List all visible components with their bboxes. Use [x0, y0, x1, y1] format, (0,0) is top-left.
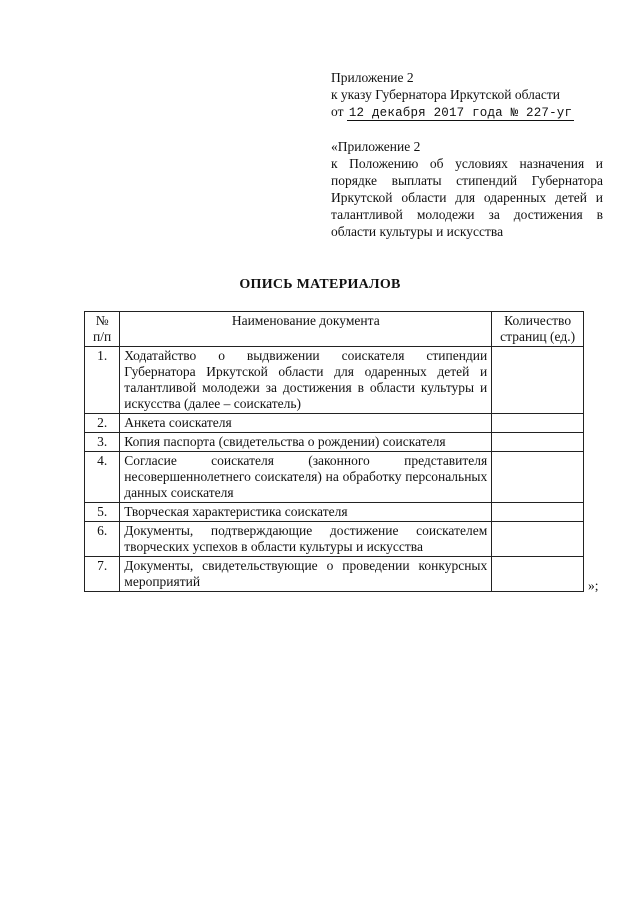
header-count: Количество страниц (ед.) [492, 312, 584, 347]
row-count [492, 347, 584, 414]
row-num: 5. [85, 503, 120, 522]
decree-date-stamp: 12 декабря 2017 года № 227-уг [348, 106, 573, 120]
row-count [492, 503, 584, 522]
table-row [85, 414, 584, 433]
annex-text: к Положению об условиях назначения и порядке выплаты стипендий Губернатора Иркутской области для одаренных детей и талантливой молодежи за достижения в области культуры и искусства [331, 156, 603, 239]
row-count [492, 522, 584, 557]
row-num: 3. [85, 433, 120, 452]
table-row [85, 557, 584, 592]
row-doc: Копия паспорта (свидетельства о рождении) соискателя [120, 433, 492, 452]
row-doc: Согласие соискателя (законного представителя несовершеннолетнего соискателя) на обработку персональных данных соискателя [120, 452, 492, 503]
header-doc: Наименование документа [120, 312, 492, 347]
row-doc: Документы, свидетельствующие о проведении конкурсных мероприятий [120, 557, 492, 592]
table-row [85, 433, 584, 452]
decree-date-prefix: от [331, 104, 344, 119]
table-row [85, 347, 584, 414]
row-num: 6. [85, 522, 120, 557]
header-num: № п/п [85, 312, 120, 347]
decree-reference: к указу Губернатора Иркутской области [331, 87, 560, 102]
decree-date-line [331, 103, 601, 122]
appendix-label: Приложение 2 [331, 70, 414, 85]
row-count [492, 414, 584, 433]
row-num: 1. [85, 347, 120, 414]
annex-block [331, 138, 603, 240]
row-count [492, 452, 584, 503]
row-count [492, 557, 584, 592]
row-doc: Ходатайство о выдвижении соискателя стипендии Губернатора Иркутской области для одаренных детей и талантливой молодежи за достижения в области культуры и искусства (далее – соискатель) [120, 347, 492, 414]
annex-label: «Приложение 2 [331, 139, 421, 154]
row-doc: Анкета соискателя [120, 414, 492, 433]
table-header-row [85, 312, 584, 347]
page-title: ОПИСЬ МАТЕРИАЛОВ [239, 277, 401, 292]
table-row [85, 522, 584, 557]
closing-quote: »; [588, 578, 599, 593]
row-doc: Документы, подтверждающие достижение соискателем творческих успехов в области культуры и искусства [120, 522, 492, 557]
table-row [85, 452, 584, 503]
table-row [85, 503, 584, 522]
materials-table [84, 311, 584, 592]
row-num: 4. [85, 452, 120, 503]
row-num: 2. [85, 414, 120, 433]
header-block [331, 69, 601, 122]
row-count [492, 433, 584, 452]
row-num: 7. [85, 557, 120, 592]
row-doc: Творческая характеристика соискателя [120, 503, 492, 522]
